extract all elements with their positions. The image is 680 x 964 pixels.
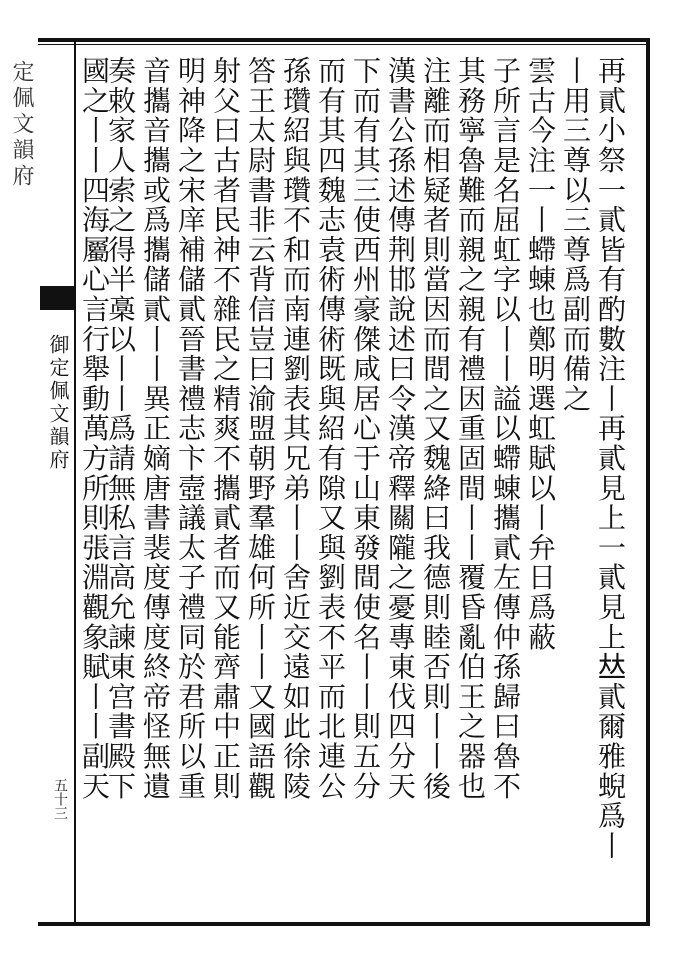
- bottom-border: [38, 922, 650, 926]
- top-border-inner: [38, 44, 650, 45]
- fishtail-block: [40, 286, 74, 310]
- left-edge-fragment: 定佩文韻府: [9, 60, 34, 190]
- text-column-3: 雲古今注一丨螮蝀也鄭明選虹賦以丨弁日爲蔽: [524, 56, 557, 652]
- text-column-1: 再貳小祭一貳皆有酌數注丨再貳見上一貳見上𠀤貳爾雅蜺爲丨: [594, 56, 627, 861]
- margin-divider: [74, 42, 76, 922]
- text-column-8: 下而有其三使西州豪傑咸居心于山東發間使名丨丨則五分: [349, 56, 382, 801]
- top-border: [38, 38, 650, 42]
- text-column-9: 而有其四魏志袁術傳術既與紹有隙又與劉表不平而北連公: [314, 56, 347, 801]
- text-column-6: 注離而相疑者則當因而間之又魏絳曰我德則睦否則丨丨後: [419, 56, 452, 801]
- text-column-4: 子所言是名屈虹字以丨丨謚以螮蝀攜貳左傳仲孫歸曰魯不: [489, 56, 522, 801]
- text-column-2: 丨用三尊以三尊爲副而備之: [559, 56, 592, 414]
- text-column-7: 漢書公孫述傳荆邯說述曰令漢帝釋關隴之憂專東伐四分天: [384, 56, 417, 801]
- text-column-5: 其務寧魯難而親之親有禮因重固間丨丨覆昏亂伯王之器也: [454, 56, 487, 801]
- text-column-10: 孫瓚紹與瓚不和而南連劉表其兄弟丨丨舍近交遠如此徐陵: [279, 56, 312, 801]
- text-column-14: 音攜音攜或爲攜儲貳丨丨異正嫡唐書裴度傳度終帝怪無遺: [139, 56, 172, 801]
- text-column-12: 射父曰古者民神不雜民之精爽不攜貳者而又能齊肅中正則: [209, 56, 242, 801]
- text-column-11: 答王太尉書非云背信豈曰渝盟朝野羣雄何所丨丨又國語觀: [244, 56, 277, 801]
- text-column-15: 奏敕家人索之得半槀以丨丨爲請無私言高允諫東宫書殿下: [104, 56, 137, 801]
- right-border: [646, 38, 650, 926]
- text-column-16: 國之丨丨四海屬心言行舉動萬方所則張淵觀象賦丨丨副天: [78, 56, 111, 801]
- text-column-13: 明神降之宋庠補儲貳晉書禮志卞壼議太子禮同於君所以重: [174, 56, 207, 801]
- folio-number: 五十三: [52, 778, 68, 820]
- margin-title: 御定佩文韻府: [46, 334, 70, 472]
